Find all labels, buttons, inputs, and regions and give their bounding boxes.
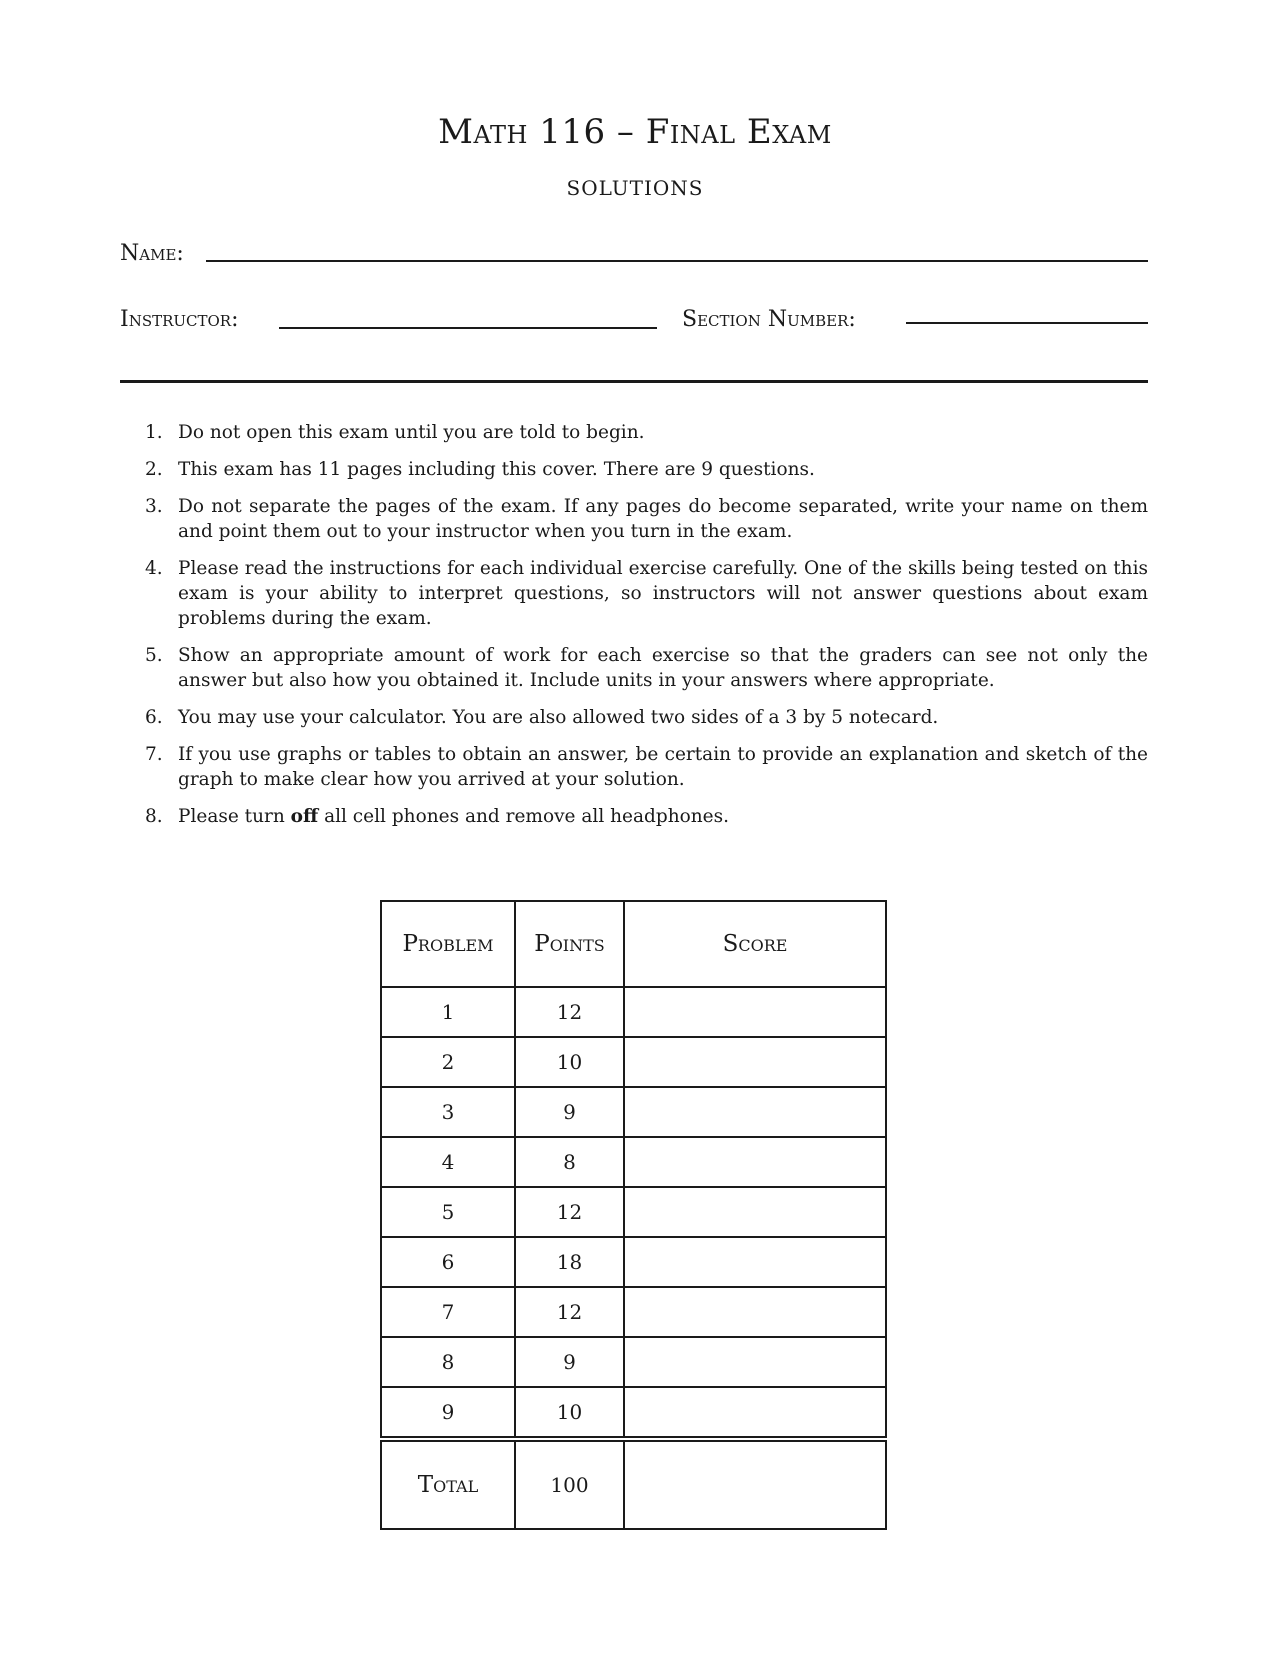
table-row	[381, 1387, 886, 1439]
header-rule	[120, 380, 1148, 383]
instruction-item	[145, 742, 1148, 792]
instruction-text: Do not open this exam until you are told to begin.	[178, 422, 645, 443]
table-row	[381, 1187, 886, 1237]
points-cell: 8	[515, 1137, 624, 1187]
problem-cell: 6	[381, 1237, 515, 1287]
total-points-cell: 100	[515, 1439, 624, 1529]
instruction-number: 6.	[145, 707, 163, 728]
table-row	[381, 987, 886, 1037]
problem-cell: 8	[381, 1337, 515, 1387]
score-cell[interactable]	[624, 987, 886, 1037]
instruction-item	[145, 494, 1148, 544]
instruction-text-after: all cell phones and remove all headphones.	[318, 806, 729, 827]
name-field[interactable]	[206, 260, 1148, 262]
instruction-item	[145, 804, 1148, 829]
exam-title: Math 116 – Final Exam	[438, 112, 832, 152]
problem-cell: 9	[381, 1387, 515, 1439]
score-cell[interactable]	[624, 1337, 886, 1387]
points-cell: 18	[515, 1237, 624, 1287]
score-cell[interactable]	[624, 1387, 886, 1439]
instruction-item	[145, 643, 1148, 693]
points-cell: 12	[515, 987, 624, 1037]
instruction-number: 5.	[145, 645, 163, 666]
instruction-number: 8.	[145, 806, 163, 827]
instructions-list	[145, 420, 1148, 841]
instruction-text-bold: off	[290, 806, 319, 827]
problem-cell: 2	[381, 1037, 515, 1087]
instruction-text: This exam has 11 pages including this cover. There are 9 questions.	[178, 459, 815, 480]
score-cell[interactable]	[624, 1287, 886, 1337]
table-row	[381, 1037, 886, 1087]
instructor-field[interactable]	[279, 327, 657, 329]
table-row	[381, 1237, 886, 1287]
instruction-text: You may use your calculator. You are also allowed two sides of a 3 by 5 notecard.	[178, 707, 939, 728]
points-cell: 12	[515, 1287, 624, 1337]
exam-subtitle: solutions	[566, 168, 704, 202]
instruction-text: Please read the instructions for each individual exercise carefully. One of the skills being tested on this exam is your ability to interpret questions, so instructors will not answer questions about exam problems during the exam.	[178, 558, 1148, 629]
points-cell: 9	[515, 1337, 624, 1387]
instruction-number: 3.	[145, 496, 163, 517]
score-cell[interactable]	[624, 1237, 886, 1287]
total-score-cell[interactable]	[624, 1439, 886, 1529]
score-header: Score	[624, 901, 886, 987]
score-table-header-row	[381, 901, 886, 987]
instruction-number: 7.	[145, 744, 163, 765]
instructor-label: Instructor:	[120, 307, 239, 332]
score-cell[interactable]	[624, 1087, 886, 1137]
points-cell: 10	[515, 1387, 624, 1439]
problem-header: Problem	[381, 901, 515, 987]
points-cell: 9	[515, 1087, 624, 1137]
instruction-text-before: Please turn	[178, 806, 291, 827]
section-number-label: Section Number:	[682, 307, 856, 332]
table-row	[381, 1287, 886, 1337]
instruction-item	[145, 556, 1148, 631]
problem-cell: 7	[381, 1287, 515, 1337]
total-label: Total	[381, 1439, 515, 1529]
instruction-item	[145, 457, 1148, 482]
instruction-number: 4.	[145, 558, 163, 579]
instruction-number: 2.	[145, 459, 163, 480]
problem-cell: 4	[381, 1137, 515, 1187]
table-row	[381, 1087, 886, 1137]
instruction-item	[145, 420, 1148, 445]
section-number-field[interactable]	[906, 322, 1148, 324]
score-cell[interactable]	[624, 1187, 886, 1237]
name-label: Name:	[120, 241, 184, 266]
points-header: Points	[515, 901, 624, 987]
instruction-text: If you use graphs or tables to obtain an answer, be certain to provide an explanation and sketch of the graph to make clear how you arrived at your solution.	[178, 744, 1148, 790]
score-cell[interactable]	[624, 1037, 886, 1087]
problem-cell: 3	[381, 1087, 515, 1137]
instruction-text: Show an appropriate amount of work for each exercise so that the graders can see not only the answer but also how you obtained it. Include units in your answers where appropriate.	[178, 645, 1148, 691]
instruction-number: 1.	[145, 422, 163, 443]
points-cell: 12	[515, 1187, 624, 1237]
table-row	[381, 1137, 886, 1187]
instruction-item	[145, 705, 1148, 730]
score-cell[interactable]	[624, 1137, 886, 1187]
table-row	[381, 1337, 886, 1387]
total-row	[381, 1439, 886, 1529]
instruction-text: Do not separate the pages of the exam. If any pages do become separated, write your name on them and point them out to your instructor when you turn in the exam.	[178, 496, 1148, 542]
score-table	[380, 900, 887, 1530]
points-cell: 10	[515, 1037, 624, 1087]
problem-cell: 5	[381, 1187, 515, 1237]
problem-cell: 1	[381, 987, 515, 1037]
